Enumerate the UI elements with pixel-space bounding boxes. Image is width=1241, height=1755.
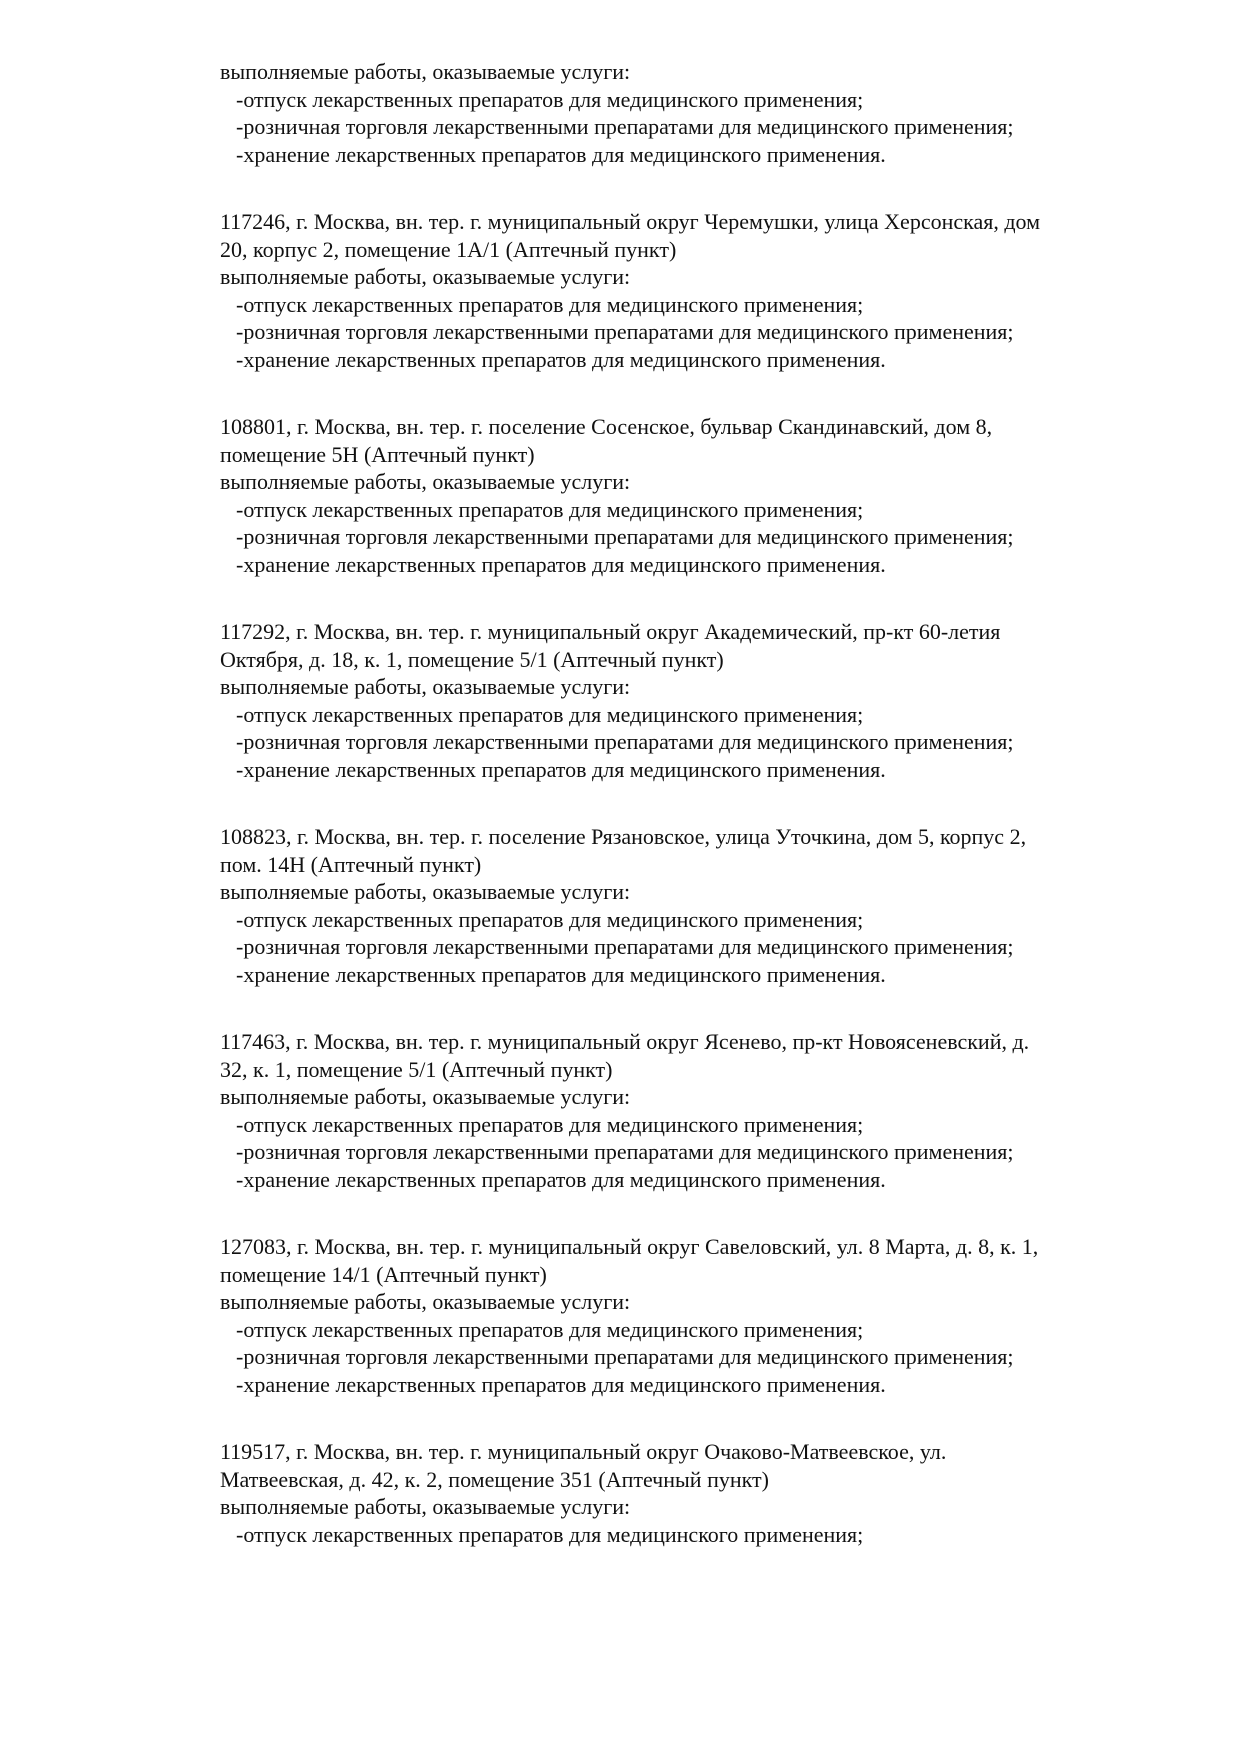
document-page xyxy=(220,58,1180,1548)
pharmacy-entry xyxy=(220,1028,1180,1193)
address-line: 117292, г. Москва, вн. тер. г. муниципальный округ Академический, пр-кт 60-летия xyxy=(220,619,1001,644)
service-item: -хранение лекарственных препаратов для медицинского применения. xyxy=(236,551,886,577)
pharmacy-entry xyxy=(220,1438,1180,1548)
address-line: 117246, г. Москва, вн. тер. г. муниципальный округ Черемушки, улица Херсонская, дом xyxy=(220,209,1041,234)
services-header: выполняемые работы, оказываемые услуги: xyxy=(220,469,631,494)
address-line: помещение 5Н (Аптечный пункт) xyxy=(220,441,535,467)
address-line: 20, корпус 2, помещение 1А/1 (Аптечный пункт) xyxy=(220,236,677,262)
service-item: -розничная торговля лекарственными препаратами для медицинского применения; xyxy=(236,1139,1014,1164)
service-item: -отпуск лекарственных препаратов для медицинского применения; xyxy=(236,1316,864,1342)
service-item: -розничная торговля лекарственными препаратами для медицинского применения; xyxy=(236,934,1014,959)
address-line: пом. 14Н (Аптечный пункт) xyxy=(220,851,482,877)
pharmacy-entry xyxy=(220,618,1180,783)
service-item: -розничная торговля лекарственными препаратами для медицинского применения; xyxy=(236,319,1014,344)
service-item: -отпуск лекарственных препаратов для медицинского применения; xyxy=(236,291,864,317)
pharmacy-entry xyxy=(220,413,1180,578)
services-header: выполняемые работы, оказываемые услуги: xyxy=(220,1289,631,1314)
service-item: -розничная торговля лекарственными препаратами для медицинского применения; xyxy=(236,114,1014,139)
service-item: -хранение лекарственных препаратов для медицинского применения. xyxy=(236,346,886,372)
services-header: выполняемые работы, оказываемые услуги: xyxy=(220,1494,631,1519)
services-header: выполняемые работы, оказываемые услуги: xyxy=(220,59,631,84)
service-item: -хранение лекарственных препаратов для медицинского применения. xyxy=(236,756,886,782)
service-item: -хранение лекарственных препаратов для медицинского применения. xyxy=(236,961,886,987)
address-line: 127083, г. Москва, вн. тер. г. муниципальный округ Савеловский, ул. 8 Марта, д. 8, к. 1, xyxy=(220,1234,1039,1259)
service-item: -хранение лекарственных препаратов для медицинского применения. xyxy=(236,1166,886,1192)
pharmacy-entry xyxy=(220,823,1180,988)
service-item: -отпуск лекарственных препаратов для медицинского применения; xyxy=(236,496,864,522)
services-header: выполняемые работы, оказываемые услуги: xyxy=(220,264,631,289)
service-item: -отпуск лекарственных препаратов для медицинского применения; xyxy=(236,1521,864,1547)
services-header: выполняемые работы, оказываемые услуги: xyxy=(220,1084,631,1109)
service-item: -розничная торговля лекарственными препаратами для медицинского применения; xyxy=(236,729,1014,754)
service-item: -отпуск лекарственных препаратов для медицинского применения; xyxy=(236,86,864,112)
service-item: -розничная торговля лекарственными препаратами для медицинского применения; xyxy=(236,1344,1014,1369)
address-line: 108801, г. Москва, вн. тер. г. поселение Сосенское, бульвар Скандинавский, дом 8, xyxy=(220,414,993,439)
intro-services-block xyxy=(220,58,1180,168)
service-item: -отпуск лекарственных препаратов для медицинского применения; xyxy=(236,701,864,727)
service-item: -розничная торговля лекарственными препаратами для медицинского применения; xyxy=(236,524,1014,549)
address-line: Матвеевская, д. 42, к. 2, помещение 351 (Аптечный пункт) xyxy=(220,1466,769,1492)
pharmacy-entry xyxy=(220,1233,1180,1398)
address-line: 119517, г. Москва, вн. тер. г. муниципальный округ Очаково-Матвеевское, ул. xyxy=(220,1439,947,1464)
service-item: -отпуск лекарственных препаратов для медицинского применения; xyxy=(236,1111,864,1137)
services-header: выполняемые работы, оказываемые услуги: xyxy=(220,674,631,699)
service-item: -хранение лекарственных препаратов для медицинского применения. xyxy=(236,141,886,167)
address-line: Октября, д. 18, к. 1, помещение 5/1 (Аптечный пункт) xyxy=(220,646,724,672)
address-line: 32, к. 1, помещение 5/1 (Аптечный пункт) xyxy=(220,1056,613,1082)
address-line: 108823, г. Москва, вн. тер. г. поселение Рязановское, улица Уточкина, дом 5, корпус 2, xyxy=(220,824,1027,849)
service-item: -хранение лекарственных препаратов для медицинского применения. xyxy=(236,1371,886,1397)
address-line: помещение 14/1 (Аптечный пункт) xyxy=(220,1261,547,1287)
pharmacy-entry xyxy=(220,208,1180,373)
service-item: -отпуск лекарственных препаратов для медицинского применения; xyxy=(236,906,864,932)
address-line: 117463, г. Москва, вн. тер. г. муниципальный округ Ясенево, пр-кт Новоясеневский, д. xyxy=(220,1029,1030,1054)
services-header: выполняемые работы, оказываемые услуги: xyxy=(220,879,631,904)
